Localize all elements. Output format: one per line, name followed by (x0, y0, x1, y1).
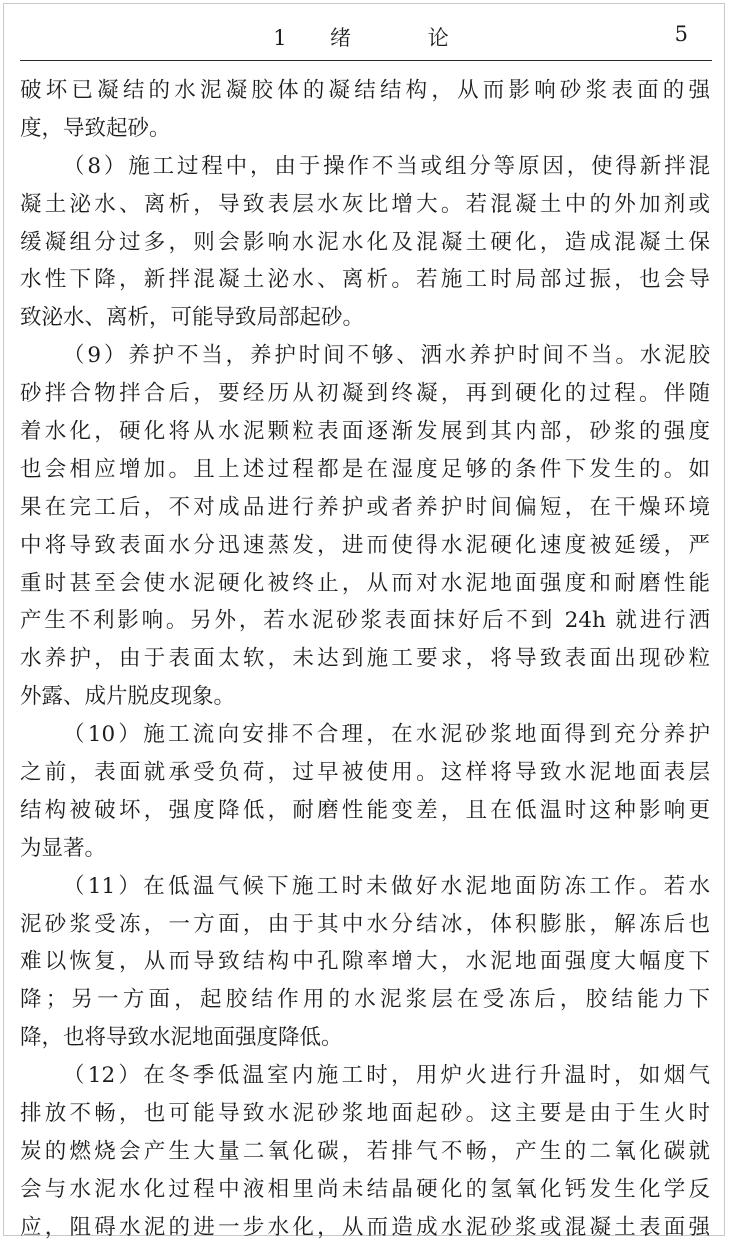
text-line: 降；另一方面，起胶结作用的水泥浆层在受冻后，胶结能力下 (20, 987, 710, 1013)
text-line: （11）在低温气候下施工时未做好水泥地面防冻工作。若水 (63, 873, 710, 899)
text-line: 排放不畅，也可能导致水泥砂浆地面起砂。这主要是由于生火时 (20, 1101, 710, 1127)
text-line: 难以恢复，从而导致结构中孔隙率增大，水泥地面强度大幅度下 (20, 949, 710, 975)
text-line: 应，阻碍水泥的进一步水化，从而造成水泥砂浆或混凝土表面强 (20, 1214, 710, 1240)
text-line: 产生不利影响。另外，若水泥砂浆表面抹好后不到 24h 就进行洒 (20, 608, 710, 634)
text-line: 砂拌合物拌合后，要经历从初凝到终凝，再到硬化的过程。伴随 (20, 381, 710, 407)
paragraph (20, 337, 710, 716)
text-line: 重时甚至会使水泥硬化被终止，从而对水泥地面强度和耐磨性能 (20, 570, 710, 596)
text-line: 降，也将导致水泥地面强度降低。 (20, 1025, 343, 1051)
paragraph (20, 868, 710, 1057)
text-line: 着水化，硬化将从水泥颗粒表面逐渐发展到其内部，砂浆的强度 (20, 419, 710, 445)
text-line: 凝土泌水、离析，导致表层水灰比增大。若混凝土中的外加剂或 (20, 191, 710, 217)
text-line: 果在完工后，不对成品进行养护或者养护时间偏短，在干燥环境 (20, 494, 710, 520)
body-text (20, 72, 710, 1247)
paragraph (20, 1057, 710, 1246)
chapter-title: 1 绪 论 (273, 26, 459, 50)
text-line: 泥砂浆受冻，一方面，由于其中水分结冰，体积膨胀，解冻后也 (20, 911, 710, 937)
text-line: 缓凝组分过多，则会影响水泥水化及混凝土硬化，造成混凝土保 (20, 229, 710, 255)
text-line: 水养护，由于表面太软，未达到施工要求，将导致表面出现砂粒 (20, 646, 710, 672)
text-line: 度，导致起砂。 (20, 115, 171, 141)
text-line: 致泌水、离析，可能导致局部起砂。 (20, 305, 365, 331)
text-line: 为显著。 (20, 835, 107, 861)
text-line: 结构被破坏，强度降低，耐磨性能变差，且在低温时这种影响更 (20, 797, 710, 823)
paragraph (20, 148, 710, 337)
text-line: 之前，表面就承受负荷，过早被使用。这样将导致水泥地面表层 (20, 760, 710, 786)
text-line: （10）施工流向安排不合理，在水泥砂浆地面得到充分养护 (63, 722, 710, 748)
text-line: 破坏已凝结的水泥凝胶体的凝结结构，从而影响砂浆表面的强 (20, 78, 710, 103)
paragraph (20, 716, 710, 868)
text-line: 炭的燃烧会产生大量二氧化碳，若排气不畅，产生的二氧化碳就 (20, 1138, 710, 1164)
header-rule (20, 60, 712, 61)
text-line: （8）施工过程中，由于操作不当或组分等原因，使得新拌混 (63, 153, 710, 179)
text-line: 会与水泥水化过程中液相里尚未结晶硬化的氢氧化钙发生化学反 (20, 1176, 710, 1202)
text-line: 外露、成片脱皮现象。 (20, 684, 236, 710)
text-line: 水性下降，新拌混凝土泌水、离析。若施工时局部过振，也会导 (20, 267, 710, 293)
running-header (20, 18, 712, 58)
text-line: （9）养护不当，养护时间不够、洒水养护时间不当。水泥胶 (63, 343, 710, 369)
page-number: 5 (674, 22, 688, 46)
text-line: 中将导致表面水分迅速蒸发，进而使得水泥硬化速度被延缓，严 (20, 532, 710, 558)
text-line: （12）在冬季低温室内施工时，用炉火进行升温时，如烟气 (63, 1063, 710, 1089)
text-line: 也会相应增加。且上述过程都是在湿度足够的条件下发生的。如 (20, 456, 710, 482)
paragraph (20, 72, 710, 148)
